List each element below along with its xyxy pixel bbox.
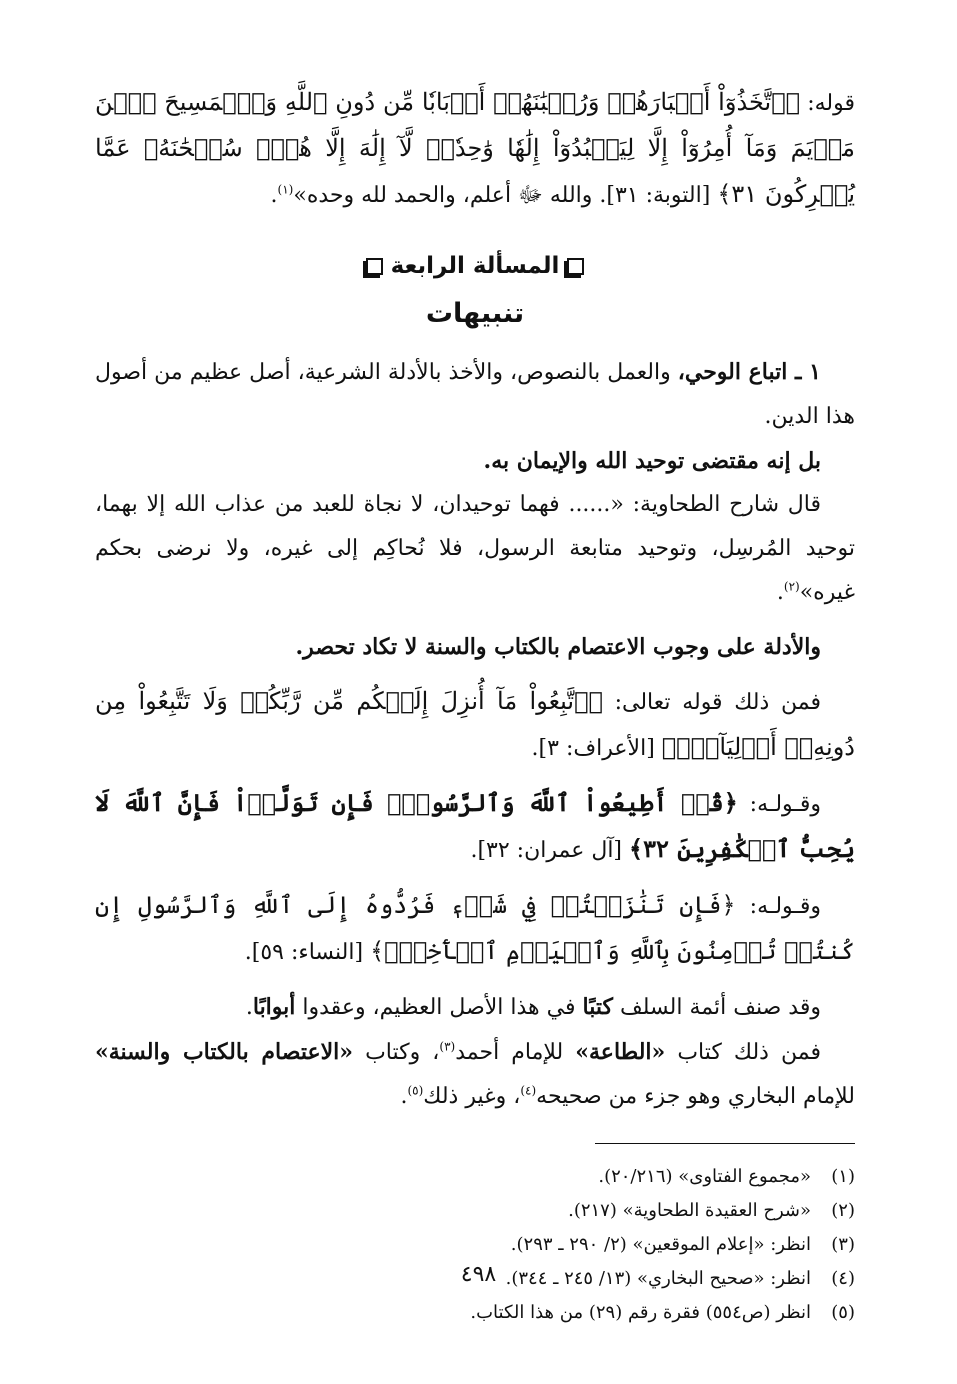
paragraph-3: قال شارح الطحاوية: «...... فهما توحيدان، لا نجاة للعبد من عذاب الله إلا بهما، توحيد المُرسِل، وتوحيد متابعة الرسول، فلا نُحاكِم إلى غيره، ولا نرضى بحكم غيره»$^{(٢)}$. [95, 492, 855, 605]
paragraph-8 [95, 985, 855, 1030]
quran-ayah: ﴿ٱتَّبِعُواْ مَآ أُنزِلَ إِلَيۡكُم مِّن رَّبِّكُمۡ وَلَا تَتَّبِعُواْ مِن دُونِهِۦٓ أَوۡلِيَآءَۗ﴾ [95, 687, 855, 761]
footnote-item [95, 1296, 855, 1330]
footnote-text: انظر: «صحيح البخاري» (١٣/ ٢٤٥ ـ ٣٤٤). [505, 1268, 811, 1289]
book-title: «الطاعة» [575, 1039, 666, 1065]
footnote-text: انظر (ص٥٥٤) فقرة رقم (٢٩) من هذا الكتاب. [470, 1302, 811, 1323]
footnote-item [95, 1228, 855, 1262]
paragraph-6-text: وقـولـه: [737, 792, 821, 817]
footnote-item [95, 1160, 855, 1194]
square-bullet-icon [567, 258, 584, 275]
paragraph-5 [95, 679, 855, 771]
footnote-number: (٢) [831, 1200, 855, 1221]
footnote-ref: (٥) [407, 1083, 424, 1098]
footnote-number: (٤) [831, 1268, 855, 1289]
intro-label: قوله: [807, 91, 855, 116]
paragraph-5-text: فمن ذلك قوله تعالى: [602, 690, 821, 715]
paragraph-9-text: للإمام أحمد [455, 1040, 576, 1065]
section-subtitle: تنبيهات [425, 298, 525, 329]
paragraph-1 [95, 350, 855, 439]
footnote-ref: (١) [277, 182, 294, 197]
paragraph-8-text: . [245, 995, 253, 1020]
quran-ayah: ﴿ٱتَّخَذُوٓاْ أَحۡبَارَهُمۡ وَرُهۡبَٰنَهُمۡ أَرۡبَابٗا مِّن دُونِ ٱللَّهِ وَٱلۡمَسِيحَ ٱبۡنَ مَرۡيَمَ وَمَآ أُمِرُوٓاْ إِلَّا لِيَعۡبُدُوٓاْ إِلَٰهٗا وَٰحِدٗاۖ لَّآ إِلَٰهَ إِلَّا هُوَۚ سُبۡحَٰنَهُۥ عَمَّا يُشۡرِكُونَ ٣١﴾ [95, 88, 855, 208]
ayah-reference: [التوبة: ٣١]. والله ﷻ أعلم، والحمد لله وحده» [293, 183, 711, 208]
page-body [95, 80, 855, 1330]
footnote-number: (١) [831, 1166, 855, 1187]
paragraph-8-bold: أبوابًا [252, 994, 296, 1020]
paragraph-2: بل إنه مقتضى توحيد الله والإيمان به. [483, 448, 821, 474]
footnote-ref: (٣) [439, 1039, 456, 1054]
book-title: «الاعتصام بالكتاب والسنة» [95, 1039, 354, 1065]
footnote-divider [595, 1143, 855, 1144]
paragraph-9-text: ، وكتاب [353, 1040, 440, 1065]
intro-paragraph: قوله: ﴿ٱتَّخَذُوٓاْ أَحۡبَارَهُمۡ وَرُهۡبَٰنَهُمۡ أَرۡبَابٗا مِّن دُونِ ٱللَّهِ وَٱلۡمَسِيحَ ٱبۡنَ مَرۡيَمَ وَمَآ أُمِرُوٓاْ إِلَّا لِيَعۡبُدُوٓاْ إِلَٰهٗا وَٰحِدٗاۖ لَّآ إِلَٰهَ إِلَّا هُوَۚ سُبۡحَٰنَهُۥ عَمَّا يُشۡرِكُونَ ٣١﴾ [التوبة: ٣١]. والله ﷻ أعلم، والحمد لله وحده»$^{(١)}$. [95, 88, 855, 208]
quran-ayah: ﴿قُلۡ أَطِيعُواْ ٱللَّهَ وَٱلرَّسُولَۖ فَإِن تَوَلَّوۡاْ فَإِنَّ ٱللَّهَ لَا يُحِبُّ ٱلۡكَٰفِرِينَ ٣٢﴾ [95, 788, 855, 863]
ayah-reference: [النساء: ٥٩]. [244, 940, 371, 965]
paragraph-9 [95, 1030, 855, 1119]
paragraph-6 [95, 781, 855, 873]
footnotes [95, 1160, 855, 1330]
paragraph-3-text: قال شارح الطحاوية: «...... فهما توحيدان، لا نجاة للعبد من عذاب الله إلا بهما، توحيد المُرسِل، وتوحيد متابعة الرسول، فلا نُحاكِم إلى غيره، ولا نرضى بحكم غيره» [95, 492, 855, 605]
section-heading-text: المسألة الرابعة [390, 253, 560, 279]
paragraph-4: والأدلة على وجوب الاعتصام بالكتاب والسنة لا تكاد تحصر. [295, 634, 821, 660]
paragraph-9-text: ، وغير ذلك [423, 1084, 521, 1109]
footnote-number: (٣) [831, 1234, 855, 1255]
footnote-ref: (٢) [783, 579, 800, 594]
paragraph-1-lead: ١ ـ اتباع الوحي، [677, 359, 821, 385]
paragraph-8-text: وقد صنف أئمة السلف [612, 995, 821, 1020]
square-bullet-icon [366, 258, 383, 275]
quran-ayah: ﴿فَإِن تَنَٰزَعۡتُمۡ فِي شَيۡءٖ فَرُدُّوهُ إِلَى ٱللَّهِ وَٱلرَّسُولِ إِن كُنتُمۡ تُؤۡمِنُونَ بِٱللَّهِ وَٱلۡيَوۡمِ ٱلۡأٓخِرِۚ﴾ [95, 891, 855, 965]
footnote-text: «مجموع الفتاوى» (٢٠/٢١٦). [598, 1166, 811, 1187]
ayah-reference: [آل عمران: ٣٢]. [470, 838, 630, 863]
section-heading [95, 246, 855, 286]
paragraph-9-text: . [400, 1084, 408, 1109]
footnote-ref: (٤) [520, 1083, 537, 1098]
ayah-reference: [الأعراف: ٣]. [531, 736, 662, 761]
paragraph-7 [95, 883, 855, 975]
paragraph-9-text: فمن ذلك كتاب [665, 1040, 821, 1065]
paragraph-8-text: في هذا الأصل العظيم، وعقدوا [295, 995, 583, 1020]
footnote-number: (٥) [831, 1302, 855, 1323]
paragraph-1-text: والعمل بالنصوص، والأخذ بالأدلة الشرعية، أصل عظيم من أصول هذا الدين. [95, 360, 855, 429]
page-number: ٤٩٨ [460, 1262, 497, 1287]
footnote-item [95, 1194, 855, 1228]
paragraph-8-bold: كتبًا [582, 994, 613, 1020]
paragraph-7-text: وقـولـه: [735, 894, 821, 919]
footnote-text: انظر: «إعلام الموقعين» (٢/ ٢٩٠ ـ ٢٩٣). [510, 1234, 811, 1255]
footnote-text: «شرح العقيدة الطحاوية» (٢١٧). [568, 1200, 811, 1221]
paragraph-9-text: للإمام البخاري وهو جزء من صحيحه [536, 1084, 855, 1109]
